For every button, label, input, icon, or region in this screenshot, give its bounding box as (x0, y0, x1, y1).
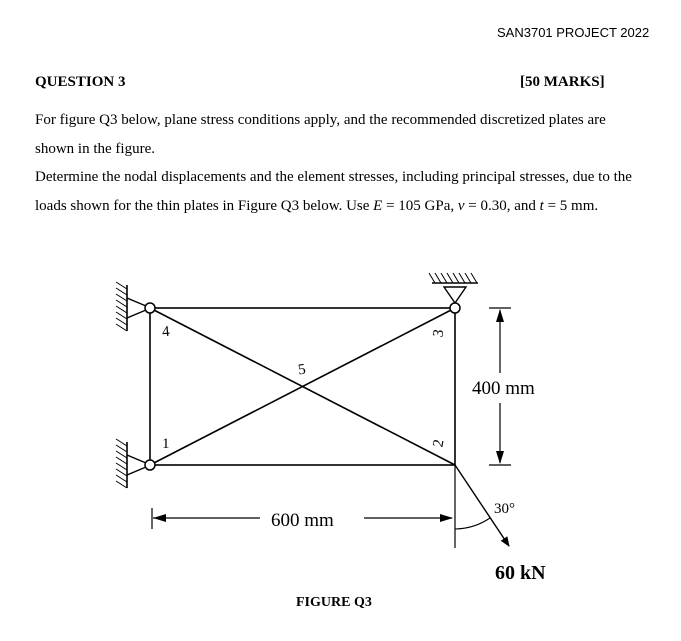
wall-support-top (116, 282, 146, 331)
node-1-pin (145, 460, 155, 470)
poisson-symbol: v (457, 198, 465, 214)
project-header: SAN3701 PROJECT 2022 (497, 25, 650, 40)
node-label-3: 3 (430, 328, 448, 339)
question-marks: [50 MARKS] (520, 74, 605, 90)
pin-support-node-3 (429, 273, 478, 303)
node-label-1: 1 (162, 436, 170, 452)
angle-label: 30° (494, 501, 515, 517)
width-dimension-label: 600 mm (271, 510, 334, 531)
node-label-5: 5 (297, 361, 307, 379)
figure-caption: FIGURE Q3 (296, 595, 372, 610)
node-4-pin (145, 303, 155, 313)
thickness-value: = 5 mm. (543, 198, 599, 214)
load-label: 60 kN (495, 562, 546, 584)
question-title: QUESTION 3 (35, 74, 126, 90)
modulus-symbol: E (373, 198, 383, 214)
para2-text: Determine the nodal displacements and the element stresses, including principal stresses, due to the loads shown for the thin plates in Figure Q3 below. Use (35, 169, 632, 214)
height-dimension-label: 400 mm (472, 378, 535, 399)
poisson-value: = 0.30, and (464, 198, 540, 214)
node-3-pin (450, 303, 460, 313)
question-paragraph-1: For figure Q3 below, plane stress conditions apply, and the recommended discretized plates are shown in the figure. (35, 112, 606, 157)
node-label-4: 4 (161, 323, 171, 341)
wall-support-bottom (116, 439, 146, 488)
thickness-symbol: t (539, 198, 544, 214)
modulus-value: = 105 GPa, (382, 198, 458, 214)
node-label-2: 2 (430, 438, 448, 449)
angle-arc (455, 518, 490, 529)
